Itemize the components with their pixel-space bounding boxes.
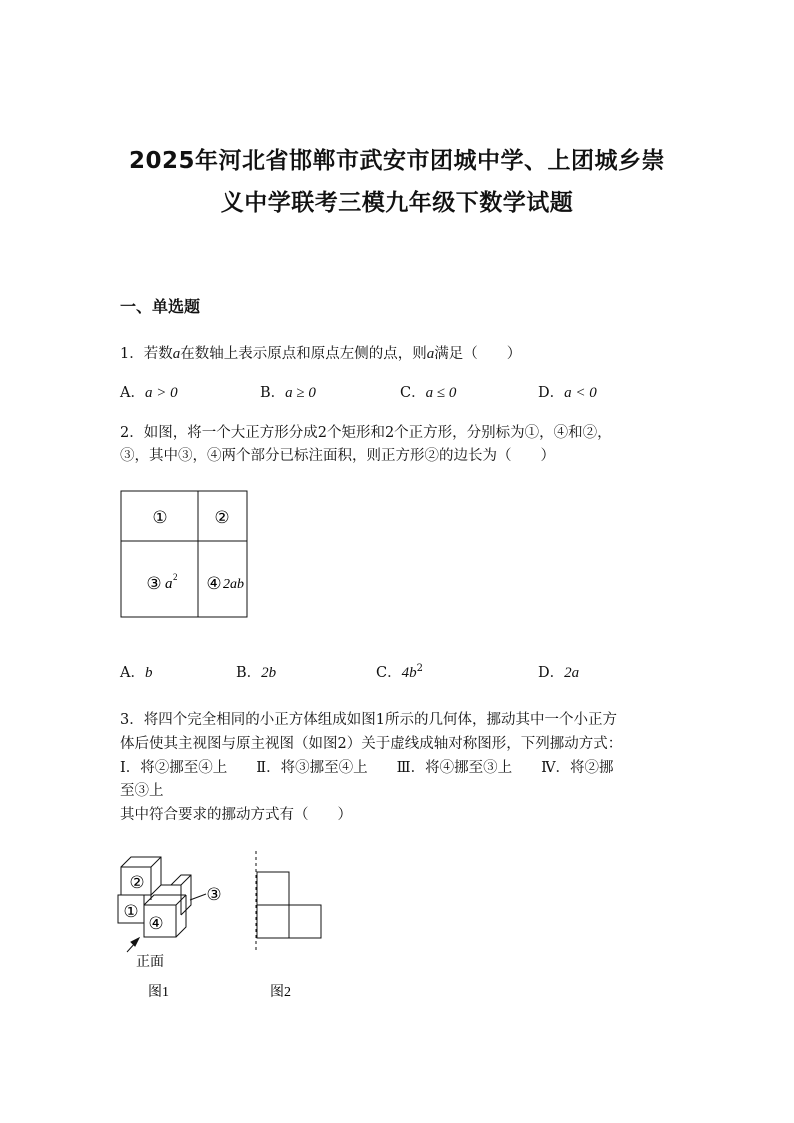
q1-option-d: D．a < 0 [538,385,597,401]
q2-option-d: D．2a [538,665,580,681]
q1-stem-b: 在数轴上表示原点和原点左侧的点，则 [180,346,427,362]
question-2-line-1: 2．如图，将一个大正方形分成2个矩形和2个正方形，分别标为①，④和②， [120,425,612,441]
cell-4-number: ④ [206,574,222,593]
cell-4-expr: 2ab [223,577,244,592]
cell-2-label: ② [214,508,230,527]
q2-option-a: A．b [120,665,153,681]
q1-var2: a [426,346,435,362]
question-3-line-5: 其中符合要求的挪动方式有（ ） [120,807,352,823]
title-line-1: 2025年河北省邯郸市武安市团城中学、上团城乡崇 [128,148,665,174]
cell-1-label: ① [152,508,168,527]
fig1-caption: 图1 [148,985,169,1000]
cell-3-number: ③ [146,574,162,593]
q2-option-b: B．2b [236,665,277,681]
question-3-line-2: 体后使其主视图与原主视图（如图2）关于虚线成轴对称图形，下列挪动方式： [120,736,623,752]
fig2-caption: 图2 [270,985,291,1000]
fig1-label-3: ③ [206,885,222,904]
title-line-2: 义中学联考三模九年级下数学试题 [220,190,574,216]
q3-figure-2-front-view [257,872,321,938]
front-arrow-icon [127,938,139,952]
q1-var: a [172,346,181,362]
question-2-line-2: ③，其中③，④两个部分已标注面积，则正方形②的边长为（ ） [120,448,555,464]
q1-stem-a: 1．若数 [120,346,173,362]
question-3-line-3: Ⅰ．将②挪至④上 Ⅱ．将③挪至④上 Ⅲ．将④挪至③上 Ⅳ．将②挪 [120,760,614,776]
q1-stem-c: 满足（ ） [434,346,522,362]
section-heading: 一、单选题 [120,297,201,316]
q1-option-a: A．a > 0 [120,385,178,401]
fig1-label-4: ④ [148,914,164,933]
question-3-line-4: 至③上 [120,783,164,799]
q1-option-b: B．a ≥ 0 [260,385,316,401]
cell-3-exponent: 2 [173,572,178,582]
q1-option-c: C．a ≤ 0 [400,385,457,401]
fig1-label-1: ① [123,902,139,921]
fig1-label-2: ② [129,873,145,892]
q2-option-c: C．$4b^2$ [376,663,423,681]
fig1-front-label: 正面 [136,955,164,970]
cell-3-expr: a [165,576,173,592]
question-3-line-1: 3．将四个完全相同的小正方体组成如图1所示的几何体，挪动其中一个小正方 [120,712,617,728]
